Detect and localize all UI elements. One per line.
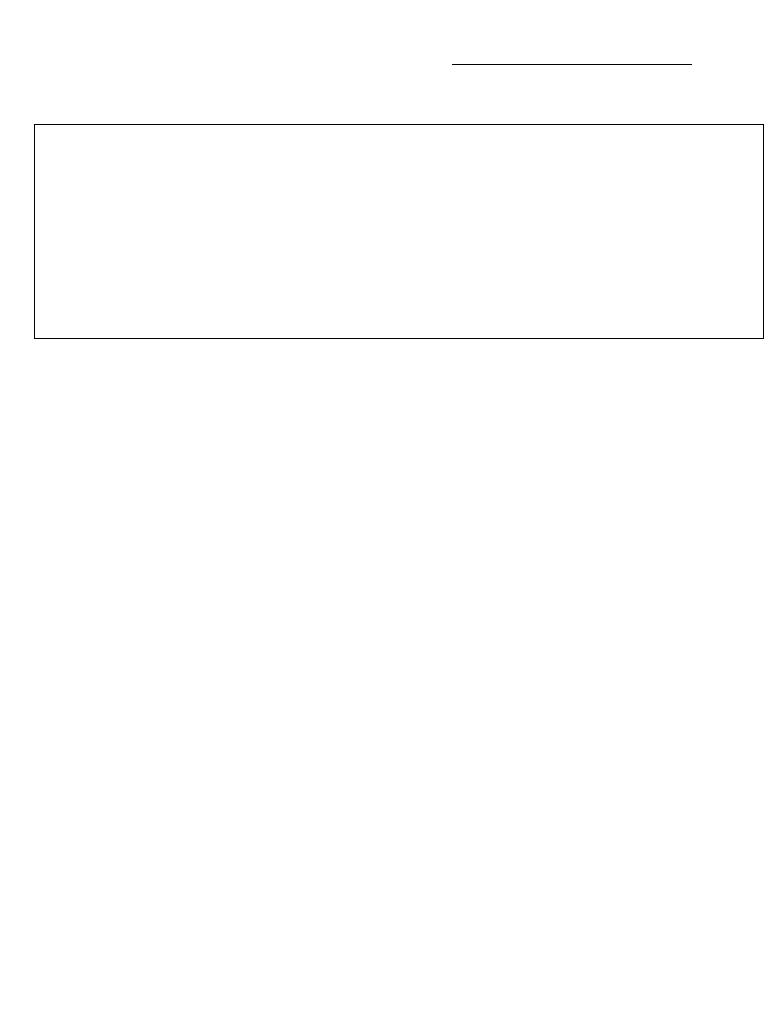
division-box [34,124,764,339]
office-use [34,103,55,115]
teamname-line[interactable] [452,50,692,65]
teamname-field[interactable] [452,45,692,65]
division-team [458,101,465,116]
